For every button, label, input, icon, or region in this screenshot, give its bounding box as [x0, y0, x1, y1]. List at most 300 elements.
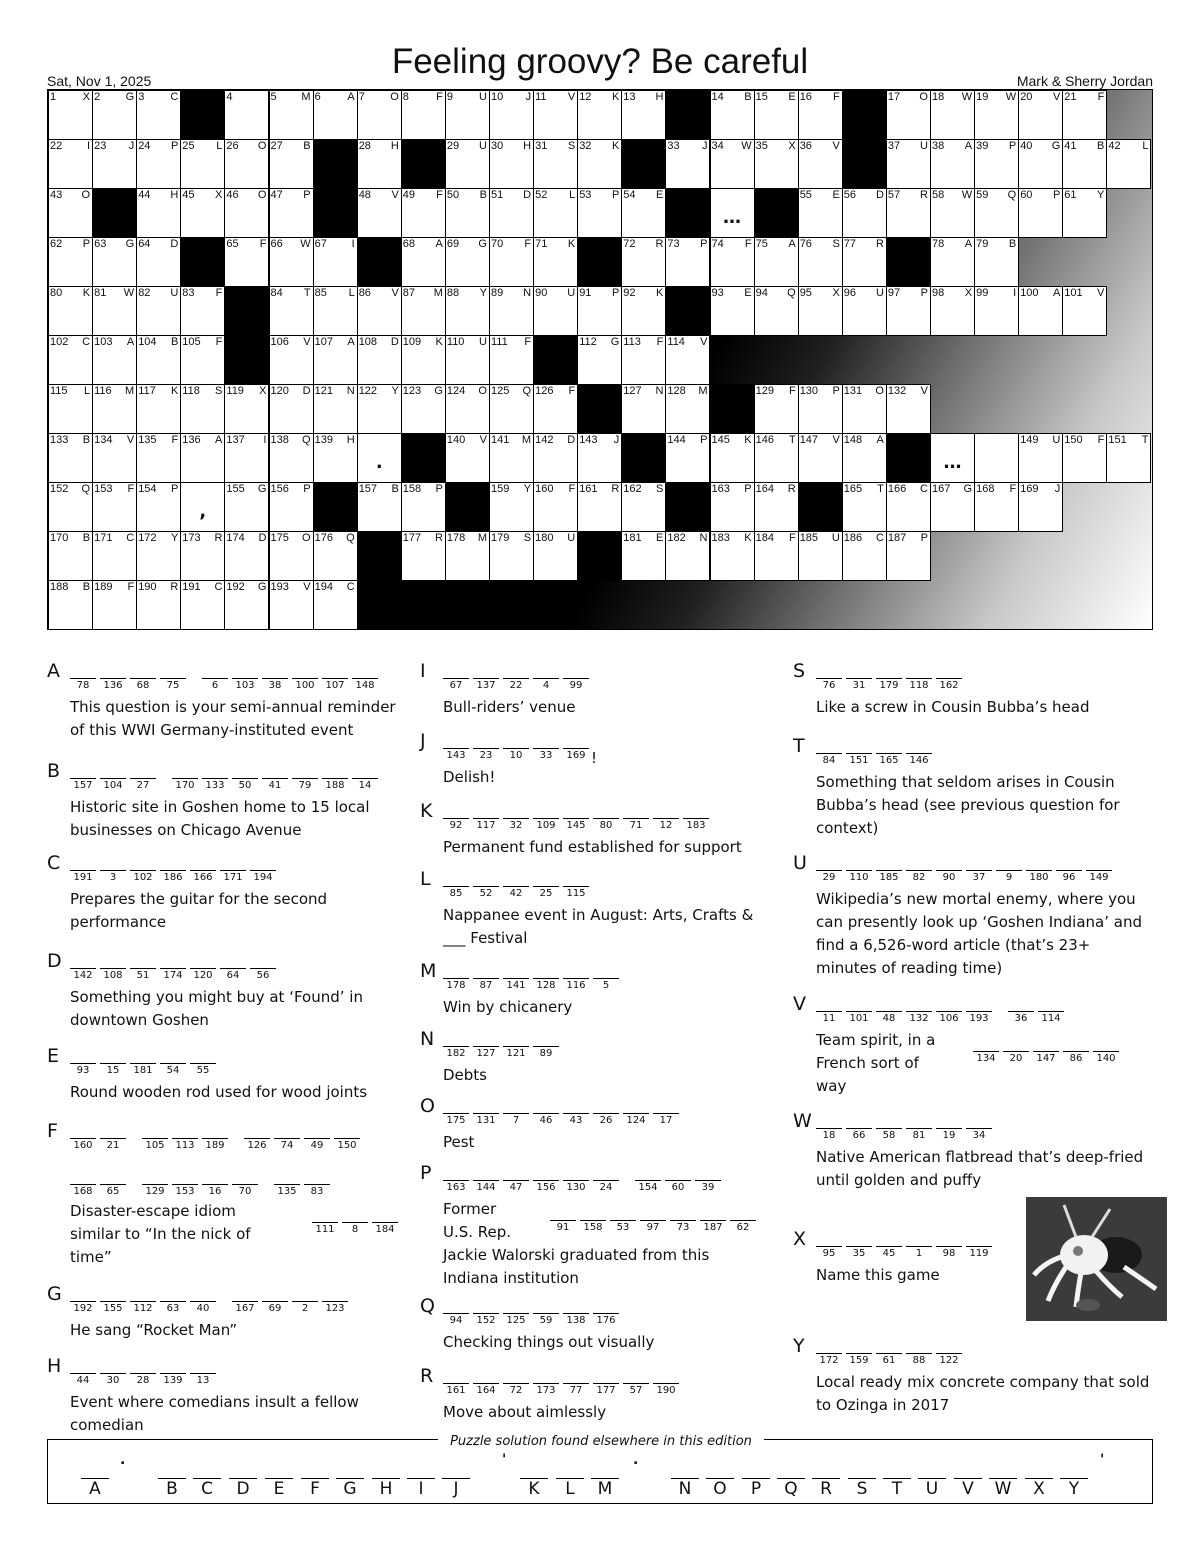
cell-clue-letter: O [257, 140, 267, 152]
answer-blank[interactable]: 123 [322, 1301, 348, 1315]
answer-blank[interactable]: 98 [936, 1246, 962, 1260]
answer-blank[interactable]: 62 [730, 1220, 756, 1234]
solution-slot[interactable]: O [706, 1478, 734, 1499]
answer-blank[interactable]: 136 [100, 678, 126, 692]
answer-blank[interactable]: 159 [846, 1353, 872, 1367]
solution-slot[interactable]: Y [1060, 1478, 1088, 1499]
clue-letter: S [793, 660, 806, 682]
solution-slot[interactable]: A [81, 1478, 109, 1499]
answer-blank[interactable]: 178 [443, 978, 469, 992]
answer-blank[interactable]: 115 [563, 886, 589, 900]
answer-blank[interactable]: 147 [1033, 1051, 1059, 1065]
cell-clue-letter: M [433, 287, 443, 299]
answer-blank[interactable]: 149 [1086, 870, 1112, 884]
answer-blank[interactable]: 165 [876, 753, 902, 767]
answer-blank[interactable]: 13 [190, 1373, 216, 1387]
answer-blank[interactable]: 50 [232, 778, 258, 792]
cell-number: 133 [50, 434, 69, 446]
answer-blank[interactable]: 175 [443, 1113, 469, 1127]
grid-cell [1062, 433, 1107, 483]
cell-clue-letter: X [964, 287, 973, 299]
answer-blank[interactable]: 194 [250, 870, 276, 884]
answer-blank[interactable]: 97 [640, 1220, 666, 1234]
cell-number: 191 [182, 581, 201, 593]
answer-blank[interactable]: 18 [816, 1128, 842, 1142]
cell-number: 147 [799, 434, 819, 446]
answer-blank[interactable]: 14 [352, 778, 378, 792]
grid-cell [357, 335, 402, 385]
answer-blank[interactable]: 128 [533, 978, 559, 992]
answer-blank[interactable]: 34 [966, 1128, 992, 1142]
cell-clue-letter: F [127, 581, 135, 593]
answer-blank[interactable]: 131 [473, 1113, 499, 1127]
answer-blanks [443, 678, 593, 698]
grid-cell [754, 531, 799, 581]
answer-blank[interactable]: 179 [876, 678, 902, 692]
answer-blank[interactable]: 101 [846, 1011, 872, 1025]
answer-blank[interactable]: 76 [816, 678, 842, 692]
answer-blank[interactable]: 22 [503, 678, 529, 692]
answer-blank[interactable]: 52 [473, 886, 499, 900]
solution-slot[interactable]: C [193, 1478, 221, 1499]
grid-cell [313, 580, 358, 630]
solution-slot[interactable]: T [883, 1478, 911, 1499]
answer-blank[interactable]: 189 [202, 1138, 228, 1152]
grid-black-square [401, 139, 446, 189]
answer-blank[interactable]: 8 [342, 1222, 368, 1236]
answer-blank[interactable]: 31 [846, 678, 872, 692]
grid-cell [180, 188, 225, 238]
answer-blank[interactable]: 172 [816, 1353, 842, 1367]
answer-blank[interactable]: 107 [322, 678, 348, 692]
answer-blank[interactable]: 61 [876, 1353, 902, 1367]
answer-blank[interactable]: 188 [322, 778, 348, 792]
answer-blank[interactable]: 83 [304, 1184, 330, 1198]
answer-blank[interactable]: 135 [274, 1184, 300, 1198]
solution-slot[interactable]: M [591, 1478, 619, 1499]
answer-blank[interactable]: 140 [1093, 1051, 1119, 1065]
answer-blank[interactable]: 185 [876, 870, 902, 884]
answer-blank[interactable]: 47 [503, 1180, 529, 1194]
answer-blank[interactable]: 176 [593, 1313, 619, 1327]
cell-clue-letter: E [832, 189, 840, 201]
clue-text [443, 766, 495, 789]
answer-blank[interactable]: 16 [202, 1184, 228, 1198]
grid-cell [269, 286, 314, 336]
answer-blank[interactable]: 151 [846, 753, 872, 767]
solution-slot[interactable]: R [812, 1478, 840, 1499]
answer-blank[interactable]: 9 [996, 870, 1022, 884]
answer-blank[interactable]: 28 [130, 1373, 156, 1387]
answer-blank[interactable]: 2 [292, 1301, 318, 1315]
puzzle-date: Sat, Nov 1, 2025 [47, 73, 152, 89]
answer-blank[interactable]: 25 [533, 886, 559, 900]
answer-blank[interactable]: 19 [936, 1128, 962, 1142]
answer-blank[interactable]: 45 [876, 1246, 902, 1260]
solution-slot[interactable]: J [442, 1478, 470, 1499]
answer-blank[interactable]: 59 [533, 1313, 559, 1327]
solution-slot[interactable]: U [918, 1478, 946, 1499]
solution-slot[interactable]: X [1025, 1478, 1053, 1499]
answer-blank[interactable]: 154 [635, 1180, 661, 1194]
cell-clue-letter: B [82, 581, 91, 593]
cell-number: 130 [799, 385, 819, 397]
answer-blank[interactable]: 11 [816, 1011, 842, 1025]
clue-text-line: Something you might buy at ‘Found’ in [70, 988, 363, 1006]
solution-slot[interactable]: B [158, 1478, 186, 1499]
answer-blank[interactable]: 64 [220, 968, 246, 982]
answer-blank[interactable]: 171 [220, 870, 246, 884]
answer-blank[interactable]: 23 [473, 748, 499, 762]
solution-slot[interactable]: W [989, 1478, 1017, 1499]
answer-blank[interactable]: 60 [665, 1180, 691, 1194]
cell-clue-letter: I [87, 140, 91, 152]
solution-slot[interactable]: N [671, 1478, 699, 1499]
answer-blank[interactable]: 184 [372, 1222, 398, 1236]
answer-blank[interactable]: 27 [130, 778, 156, 792]
answer-blank[interactable]: 73 [670, 1220, 696, 1234]
answer-blank[interactable]: 30 [100, 1373, 126, 1387]
solution-slot[interactable]: I [407, 1478, 435, 1499]
answer-blank[interactable]: 169 [563, 748, 589, 762]
answer-blank[interactable]: 75 [160, 678, 186, 692]
cell-number: 146 [755, 434, 774, 446]
cell-number: 52 [535, 189, 548, 201]
grid-cell [136, 90, 181, 140]
answer-blank[interactable]: 116 [563, 978, 589, 992]
answer-blank[interactable]: 132 [906, 1011, 932, 1025]
answer-blank[interactable]: 70 [232, 1184, 258, 1198]
cell-clue-letter: V [920, 385, 928, 397]
answer-blank[interactable]: 20 [1003, 1051, 1029, 1065]
answer-blank[interactable]: 35 [846, 1246, 872, 1260]
answer-blank[interactable]: 46 [533, 1113, 559, 1127]
answer-blank[interactable]: 37 [966, 870, 992, 884]
answer-blank[interactable]: 142 [70, 968, 96, 982]
solution-slot[interactable]: S [848, 1478, 876, 1499]
answer-blank[interactable]: 190 [653, 1383, 679, 1397]
answer-blank[interactable]: 153 [172, 1184, 198, 1198]
answer-blank[interactable]: 129 [142, 1184, 168, 1198]
answer-blank[interactable]: 74 [274, 1138, 300, 1152]
solution-slot[interactable]: D [229, 1478, 257, 1499]
solution-slot[interactable]: K [520, 1478, 548, 1499]
answer-blank[interactable]: 112 [130, 1301, 156, 1315]
answer-blank[interactable]: 77 [563, 1383, 589, 1397]
answer-blank[interactable]: 21 [100, 1138, 126, 1152]
answer-blank[interactable]: 144 [473, 1180, 499, 1194]
answer-blank[interactable]: 110 [846, 870, 872, 884]
answer-blank[interactable]: 167 [232, 1301, 258, 1315]
answer-blank[interactable]: 12 [653, 818, 679, 832]
grid-black-square [180, 237, 225, 287]
answer-blank[interactable]: 43 [563, 1113, 589, 1127]
cell-number: 111 [491, 336, 508, 348]
answer-blank[interactable]: 104 [100, 778, 126, 792]
answer-blank[interactable]: 72 [503, 1383, 529, 1397]
solution-slot[interactable]: H [372, 1478, 400, 1499]
answer-blank[interactable]: 158 [580, 1220, 606, 1234]
answer-blank[interactable]: 103 [232, 678, 258, 692]
cell-number: 55 [799, 189, 812, 201]
answer-blank[interactable]: 152 [473, 1313, 499, 1327]
grid-cell [224, 90, 269, 140]
answer-blank[interactable]: 10 [503, 748, 529, 762]
clue-text-line: downtown Goshen [70, 1011, 209, 1029]
answer-blank[interactable]: 106 [936, 1011, 962, 1025]
answer-blank[interactable]: 68 [130, 678, 156, 692]
cell-number: 194 [314, 581, 333, 593]
cell-number: 101 [1064, 287, 1083, 299]
cell-number: 39 [976, 140, 989, 152]
grid-cell [665, 237, 710, 287]
answer-blank[interactable]: 40 [190, 1301, 216, 1315]
grid-cell [974, 139, 1019, 189]
answer-blank[interactable]: 29 [816, 870, 842, 884]
answer-blank[interactable]: 161 [443, 1383, 469, 1397]
answer-blank[interactable]: 155 [100, 1301, 126, 1315]
answer-blank[interactable]: 58 [876, 1128, 902, 1142]
answer-blank[interactable]: 71 [623, 818, 649, 832]
answer-blank[interactable]: 170 [172, 778, 198, 792]
answer-blank[interactable]: 65 [100, 1184, 126, 1198]
grid-cell [798, 139, 843, 189]
answer-blank[interactable]: 182 [443, 1046, 469, 1060]
answer-blank[interactable]: 141 [503, 978, 529, 992]
answer-blank[interactable]: 33 [533, 748, 559, 762]
answer-blank[interactable]: 156 [533, 1180, 559, 1194]
answer-blank[interactable]: 187 [700, 1220, 726, 1234]
answer-blank[interactable]: 120 [190, 968, 216, 982]
cell-clue-letter: R [655, 238, 664, 250]
answer-blank[interactable]: 100 [292, 678, 318, 692]
answer-blank[interactable]: 84 [816, 753, 842, 767]
clue-letter: L [420, 868, 431, 890]
answer-blank[interactable]: 39 [695, 1180, 721, 1194]
answer-blank[interactable]: 24 [593, 1180, 619, 1194]
grid-black-square [665, 90, 710, 140]
answer-blank[interactable]: 164 [473, 1383, 499, 1397]
answer-blank[interactable]: 191 [70, 870, 96, 884]
answer-blank[interactable]: 7 [503, 1113, 529, 1127]
answer-blank[interactable]: 17 [653, 1113, 679, 1127]
answer-blank[interactable]: 113 [172, 1138, 198, 1152]
cell-number: 184 [755, 532, 774, 544]
grid-cell [710, 90, 755, 140]
answer-blank[interactable]: 109 [533, 818, 559, 832]
answer-blank[interactable]: 133 [202, 778, 228, 792]
solution-slot[interactable]: E [265, 1478, 293, 1499]
cell-clue-letter: R [170, 581, 179, 593]
cell-clue-letter: B [1008, 238, 1017, 250]
answer-blank[interactable]: 139 [160, 1373, 186, 1387]
solution-slot[interactable]: V [954, 1478, 982, 1499]
answer-blank[interactable]: 143 [443, 748, 469, 762]
cell-clue-letter: V [1052, 91, 1061, 103]
answer-blank[interactable]: 6 [202, 678, 228, 692]
cell-number: 8 [402, 91, 409, 103]
answer-blank[interactable]: 49 [304, 1138, 330, 1152]
solution-slot[interactable]: G [336, 1478, 364, 1499]
answer-blank[interactable]: 186 [160, 870, 186, 884]
grid-cell [886, 188, 931, 238]
grid-cell [577, 286, 622, 336]
answer-blank[interactable]: 95 [816, 1246, 842, 1260]
answer-blank[interactable]: 111 [312, 1222, 338, 1236]
grid-black-square [533, 335, 578, 385]
clue-text [443, 996, 572, 1019]
grid-cell [401, 335, 446, 385]
answer-blank[interactable]: 134 [973, 1051, 999, 1065]
answer-blank[interactable]: 121 [503, 1046, 529, 1060]
answer-blank[interactable]: 86 [1063, 1051, 1089, 1065]
answer-blank[interactable]: 57 [623, 1383, 649, 1397]
answer-blank[interactable]: 69 [262, 1301, 288, 1315]
answer-blank[interactable]: 192 [70, 1301, 96, 1315]
answer-blank[interactable]: 89 [533, 1046, 559, 1060]
cell-number: 185 [799, 532, 819, 544]
answer-blank[interactable]: 82 [906, 870, 932, 884]
grid-cell [974, 482, 1019, 532]
answer-blank[interactable]: 51 [130, 968, 156, 982]
answer-blank[interactable]: 90 [936, 870, 962, 884]
cell-number: 151 [1108, 434, 1127, 446]
answer-blank[interactable]: 145 [563, 818, 589, 832]
answer-blank[interactable]: 91 [550, 1220, 576, 1234]
answer-blank[interactable]: 32 [503, 818, 529, 832]
answer-blank[interactable]: 92 [443, 818, 469, 832]
answer-blank[interactable]: 162 [936, 678, 962, 692]
answer-blank[interactable]: 148 [352, 678, 378, 692]
answer-blank[interactable]: 63 [160, 1301, 186, 1315]
answer-blank[interactable]: 38 [262, 678, 288, 692]
answer-blank[interactable]: 88 [906, 1353, 932, 1367]
answer-blank[interactable]: 87 [473, 978, 499, 992]
answer-blank[interactable]: 177 [593, 1383, 619, 1397]
grid-cell [974, 90, 1019, 140]
cell-clue-letter: G [610, 336, 620, 348]
grid-cell [798, 286, 843, 336]
cell-clue-letter: A [788, 238, 796, 250]
answer-blank[interactable]: 42 [503, 886, 529, 900]
answer-blank[interactable]: 138 [563, 1313, 589, 1327]
answer-blank[interactable]: 54 [160, 1063, 186, 1077]
answer-blank[interactable]: 44 [70, 1373, 96, 1387]
answer-blank[interactable]: 124 [623, 1113, 649, 1127]
answer-blank[interactable]: 119 [966, 1246, 992, 1260]
answer-blank[interactable]: 41 [262, 778, 288, 792]
answer-blank[interactable]: 80 [593, 818, 619, 832]
answer-blank[interactable]: 96 [1056, 870, 1082, 884]
cell-clue-letter: I [351, 238, 355, 250]
answer-blank[interactable]: 180 [1026, 870, 1052, 884]
answer-blank[interactable]: 127 [473, 1046, 499, 1060]
answer-blank[interactable]: 150 [334, 1138, 360, 1152]
answer-blank[interactable]: 166 [190, 870, 216, 884]
answer-blank[interactable]: 163 [443, 1180, 469, 1194]
cell-clue-letter: L [1142, 140, 1149, 152]
answer-blank[interactable]: 183 [683, 818, 709, 832]
answer-blank[interactable]: 108 [100, 968, 126, 982]
cell-clue-letter: F [524, 238, 532, 250]
answer-blank[interactable]: 118 [906, 678, 932, 692]
answer-blank[interactable]: 181 [130, 1063, 156, 1077]
solution-slot[interactable]: Q [777, 1478, 805, 1499]
answer-blank[interactable]: 36 [1008, 1011, 1034, 1025]
answer-blank[interactable]: 102 [130, 870, 156, 884]
answer-blank[interactable]: 66 [846, 1128, 872, 1142]
solution-slot[interactable]: P [742, 1478, 770, 1499]
answer-blank[interactable]: 53 [610, 1220, 636, 1234]
answer-blank[interactable]: 114 [1038, 1011, 1064, 1025]
answer-blanks-line2 [973, 1051, 1123, 1071]
grid-cell [224, 482, 269, 532]
answer-blank[interactable]: 4 [533, 678, 559, 692]
clue-text [816, 696, 1090, 719]
solution-slot[interactable]: L [556, 1478, 584, 1499]
answer-blank[interactable]: 85 [443, 886, 469, 900]
answer-blank[interactable]: 81 [906, 1128, 932, 1142]
answer-blank[interactable]: 5 [593, 978, 619, 992]
answer-blanks [443, 748, 597, 768]
clue-letter: E [47, 1045, 60, 1067]
answer-blank[interactable]: 126 [244, 1138, 270, 1152]
answer-blank[interactable]: 1 [906, 1246, 932, 1260]
answer-blank[interactable]: 48 [876, 1011, 902, 1025]
answer-blank[interactable]: 99 [563, 678, 589, 692]
grid-cell [445, 139, 490, 189]
cell-clue-letter: P [744, 483, 752, 495]
answer-blank[interactable]: 105 [142, 1138, 168, 1152]
answer-blank[interactable]: 78 [70, 678, 96, 692]
answer-blank[interactable]: 173 [533, 1383, 559, 1397]
answer-blank[interactable]: 157 [70, 778, 96, 792]
answer-blank[interactable]: 146 [906, 753, 932, 767]
answer-blank[interactable]: 79 [292, 778, 318, 792]
cell-number: 172 [138, 532, 157, 544]
answer-blank[interactable]: 137 [473, 678, 499, 692]
answer-blank[interactable]: 67 [443, 678, 469, 692]
answer-blank[interactable]: 168 [70, 1184, 96, 1198]
answer-blank[interactable]: 56 [250, 968, 276, 982]
grid-cell [489, 237, 534, 287]
answer-blank[interactable]: 26 [593, 1113, 619, 1127]
cell-clue-letter: I [1013, 287, 1017, 299]
cell-number: 91 [579, 287, 592, 299]
answer-blank[interactable]: 94 [443, 1313, 469, 1327]
answer-blank[interactable]: 193 [966, 1011, 992, 1025]
cell-clue-letter: E [744, 287, 752, 299]
answer-blank[interactable]: 174 [160, 968, 186, 982]
cell-clue-letter: Q [302, 434, 311, 446]
answer-blank[interactable]: 93 [70, 1063, 96, 1077]
cell-number: 43 [50, 189, 63, 201]
grid-cell [798, 384, 843, 434]
answer-blank[interactable]: 15 [100, 1063, 126, 1077]
answer-blank[interactable]: 130 [563, 1180, 589, 1194]
answer-blank[interactable]: 122 [936, 1353, 962, 1367]
grid-cell [930, 139, 975, 189]
clue-letter: B [47, 760, 61, 782]
answer-blank[interactable]: 125 [503, 1313, 529, 1327]
solution-slot[interactable]: F [301, 1478, 329, 1499]
answer-blank[interactable]: 55 [190, 1063, 216, 1077]
answer-blank[interactable]: 117 [473, 818, 499, 832]
answer-blank[interactable]: 160 [70, 1138, 96, 1152]
grid-cell [136, 531, 181, 581]
cell-clue-letter: U [875, 287, 884, 299]
answer-blank[interactable]: 3 [100, 870, 126, 884]
